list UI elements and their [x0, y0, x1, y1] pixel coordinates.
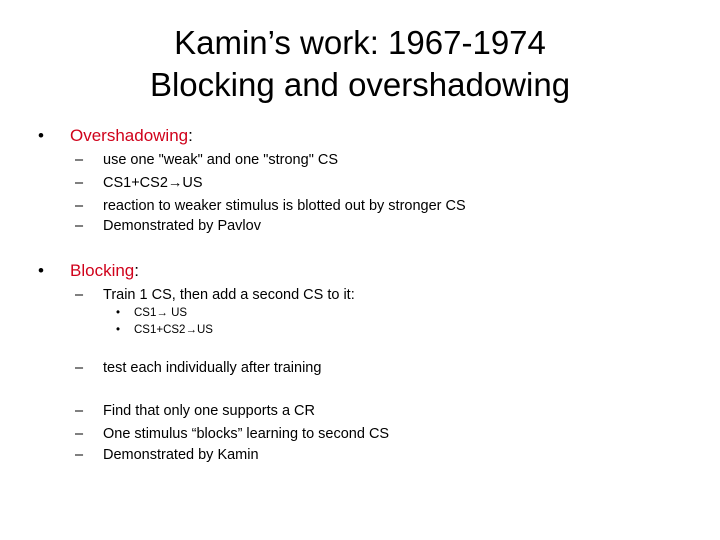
dash: – [75, 152, 84, 168]
item-text: use one "weak" and one "strong" CS [103, 152, 339, 168]
dash: – [75, 447, 84, 463]
blocking-term: Blocking [70, 261, 135, 280]
bullet-dot: • [116, 307, 121, 319]
dash: – [75, 426, 84, 442]
overshadowing-term: Overshadowing [70, 126, 189, 145]
subitem-text: CS1→ US [134, 307, 188, 319]
subitem-text: CS1+CS2→US [134, 324, 213, 336]
item-text: reaction to weaker stimulus is blotted out by stronger CS [103, 198, 466, 214]
dash: – [75, 198, 84, 214]
title-line-2: Blocking and overshadowing [149, 66, 571, 103]
item-text: One stimulus “blocks” learning to second CS [103, 426, 390, 442]
item-text: Train 1 CS, then add a second CS to it: [103, 287, 355, 303]
bullet-dot: • [38, 126, 44, 145]
blocking-colon: : [134, 261, 139, 280]
item-text: test each individually after training [103, 360, 322, 376]
item-text: Demonstrated by Kamin [103, 447, 259, 463]
bullet-dot: • [116, 324, 121, 336]
slide-title [0, 22, 720, 106]
overshadowing-colon: : [188, 126, 193, 145]
title-line-1: Kamin’s work: 1967-1974 [174, 24, 546, 61]
dash: – [75, 218, 84, 234]
dash: – [75, 403, 84, 419]
bullet-dot: • [38, 261, 44, 280]
item-text: CS1+CS2→US [103, 175, 203, 191]
item-text: Find that only one supports a CR [103, 403, 315, 419]
dash: – [75, 287, 84, 303]
dash: – [75, 360, 84, 376]
dash: – [75, 175, 84, 191]
item-text: Demonstrated by Pavlov [103, 218, 261, 234]
